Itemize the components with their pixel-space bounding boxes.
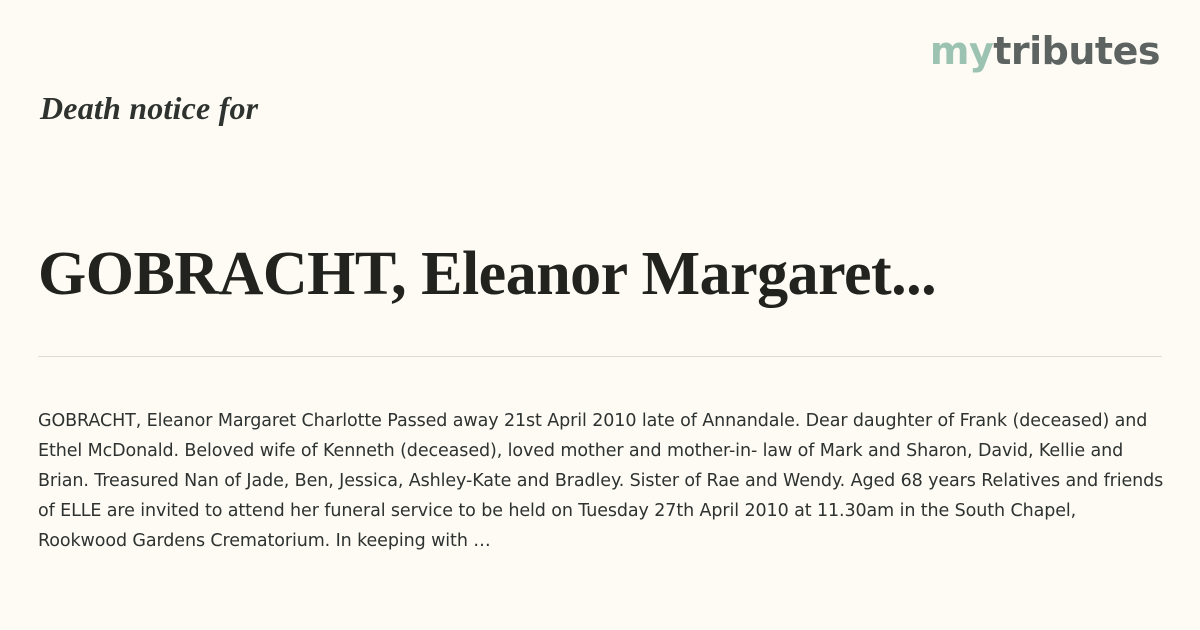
page-title: GOBRACHT, Eleanor Margaret...: [38, 239, 937, 308]
notice-body-text: GOBRACHT, Eleanor Margaret Charlotte Passed away 21st April 2010 late of Annandale. Dear daughter of Frank (deceased) and Ethel McDonald. Beloved wife of Kenneth (deceased), loved mother and mother-in- law of Mark and Sharon, David, Kellie and Brian. Treasured Nan of Jade, Ben, Jessica, Ashley-Kate and Bradley. Sister of Rae and Wendy. Aged 68 years Relatives and friends of ELLE are invited to attend her funeral service to be held on Tuesday 27th April 2010 at 11.30am in the South Chapel, Rookwood Gardens Crematorium. In keeping with …: [38, 410, 1164, 551]
logo-text-tributes: tributes: [993, 29, 1160, 73]
notice-kicker: Death notice for: [40, 90, 259, 126]
mytributes-logo[interactable]: [929, 29, 1160, 73]
logo-text-my: my: [929, 29, 994, 73]
horizontal-divider: [38, 356, 1162, 357]
